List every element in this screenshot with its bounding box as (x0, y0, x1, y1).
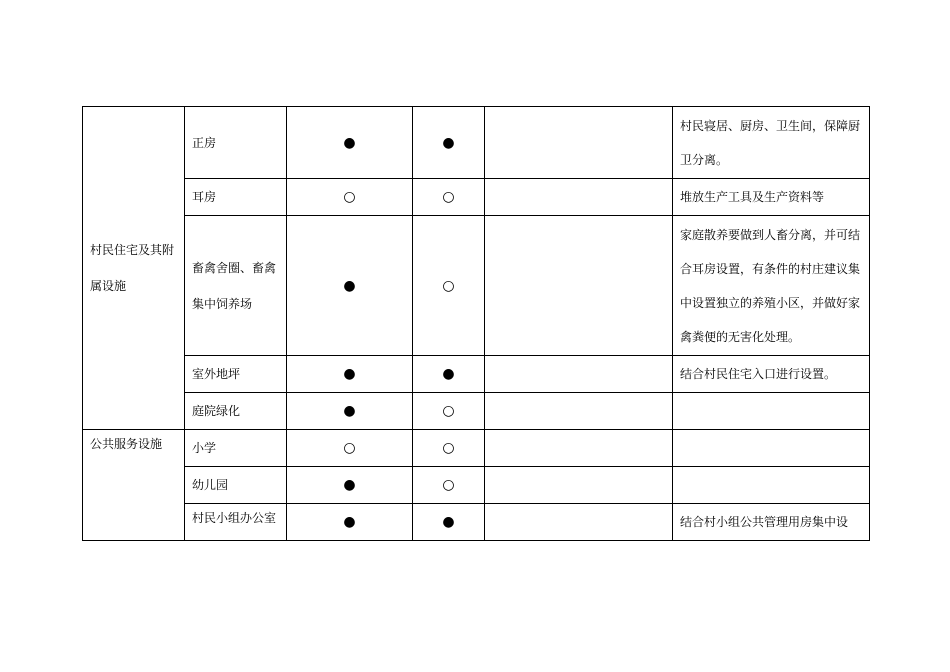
filled-dot-icon: ● (287, 467, 413, 504)
category-cell: 村民住宅及其附属设施 (83, 107, 185, 430)
category-cell: 公共服务设施 (83, 430, 185, 541)
item-cell: 庭院绿化 (185, 393, 287, 430)
note-cell: 家庭散养要做到人畜分离，并可结合耳房设置，有条件的村庄建议集中设置独立的养殖小区，并做好家禽粪便的无害化处理。 (673, 216, 870, 356)
item-cell: 畜禽舍圈、畜禽集中饲养场 (185, 216, 287, 356)
item-cell: 正房 (185, 107, 287, 179)
note-cell (673, 467, 870, 504)
blank-cell (485, 504, 673, 541)
blank-cell (485, 430, 673, 467)
table-row (83, 216, 870, 356)
blank-cell (485, 179, 673, 216)
filled-dot-icon: ● (287, 107, 413, 179)
item-cell: 幼儿园 (185, 467, 287, 504)
blank-cell (485, 216, 673, 356)
table-row (83, 504, 870, 541)
hollow-dot-icon: ○ (413, 216, 485, 356)
hollow-dot-icon: ○ (287, 179, 413, 216)
item-cell: 小学 (185, 430, 287, 467)
item-cell: 室外地坪 (185, 356, 287, 393)
note-cell: 结合村小组公共管理用房集中设 (673, 504, 870, 541)
filled-dot-icon: ● (413, 107, 485, 179)
facilities-table (82, 106, 870, 541)
blank-cell (485, 107, 673, 179)
blank-cell (485, 393, 673, 430)
table-row (83, 393, 870, 430)
filled-dot-icon: ● (413, 504, 485, 541)
hollow-dot-icon: ○ (413, 179, 485, 216)
hollow-dot-icon: ○ (413, 393, 485, 430)
table-row (83, 179, 870, 216)
blank-cell (485, 356, 673, 393)
note-cell: 堆放生产工具及生产资料等 (673, 179, 870, 216)
hollow-dot-icon: ○ (287, 430, 413, 467)
item-cell: 耳房 (185, 179, 287, 216)
blank-cell (485, 467, 673, 504)
table-row (83, 430, 870, 467)
note-cell: 村民寝居、厨房、卫生间，保障厨卫分离。 (673, 107, 870, 179)
table-row (83, 107, 870, 179)
filled-dot-icon: ● (287, 504, 413, 541)
note-cell (673, 430, 870, 467)
table-row (83, 356, 870, 393)
note-cell: 结合村民住宅入口进行设置。 (673, 356, 870, 393)
filled-dot-icon: ● (413, 356, 485, 393)
table-row (83, 467, 870, 504)
filled-dot-icon: ● (287, 393, 413, 430)
filled-dot-icon: ● (287, 216, 413, 356)
hollow-dot-icon: ○ (413, 430, 485, 467)
item-cell: 村民小组办公室 (185, 504, 287, 541)
hollow-dot-icon: ○ (413, 467, 485, 504)
note-cell (673, 393, 870, 430)
filled-dot-icon: ● (287, 356, 413, 393)
